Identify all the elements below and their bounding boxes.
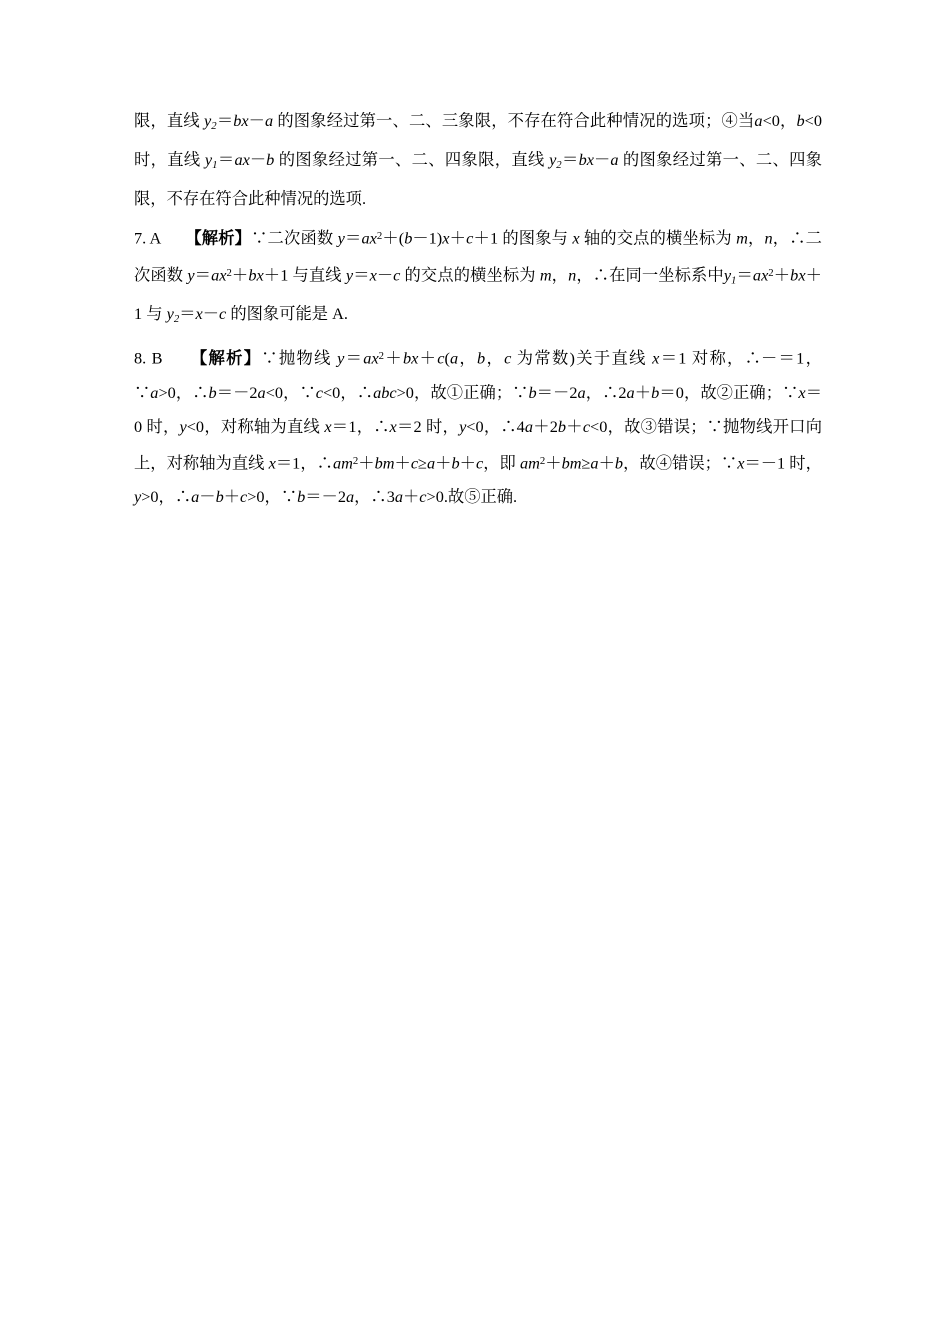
paragraph-para-6-continued: 限，直线 $y_2=bx-a$ 的图象经过第一、二、三象限，不存在符合此种情况的选项；④当a<0，b<0 时，直线 $y_1=ax-b$ 的图象经过第一、二、四象限，直线 $y_2=bx-a$ 的图象经过第一、二、四象限，不存在符合此种情况的选项. — [134, 111, 822, 208]
paragraph-para-7: 7. A 【解析】∵二次函数 $y=ax^2+(b-1)x+c+1$ 的图象与 x 轴的交点的横坐标为 m，n，∴二次函数 $y=ax^2+bx+1$ 与直线 y＝x－c 的交点的横坐标为 m，n，∴在同一坐标系中$y_1=ax^2+bx+1$ 与 $y_2=x-c$ 的图象可能是 A. — [134, 228, 822, 326]
paragraph-para-8: 8. B 【解析】∵抛物线 $y=ax^2+bx+c(a$，b，c 为常数)关于直线 x＝1 对称，∴－＝1，∵a>0，∴b＝－2a<0，∵c<0，∴abc>0，故①正确；∵b＝－2a，∴2a＋b＝0，故②正确；∵x＝0 时，y<0，对称轴为直线 x＝1，∴x＝2 时，y<0，∴4a＋2b＋c<0，故③错误；∵抛物线开口向上，对称轴为直线 x＝1，$\therefore am^2+bm+c\ge a+b+c$，即 $am^2+bm\ge a+b$，故④错误；∵x＝－1 时，y>0，∴a－b＋c>0，∵b＝－2a，∴3a＋c>0.故⑤正确. — [134, 348, 822, 507]
document-body — [134, 104, 822, 514]
